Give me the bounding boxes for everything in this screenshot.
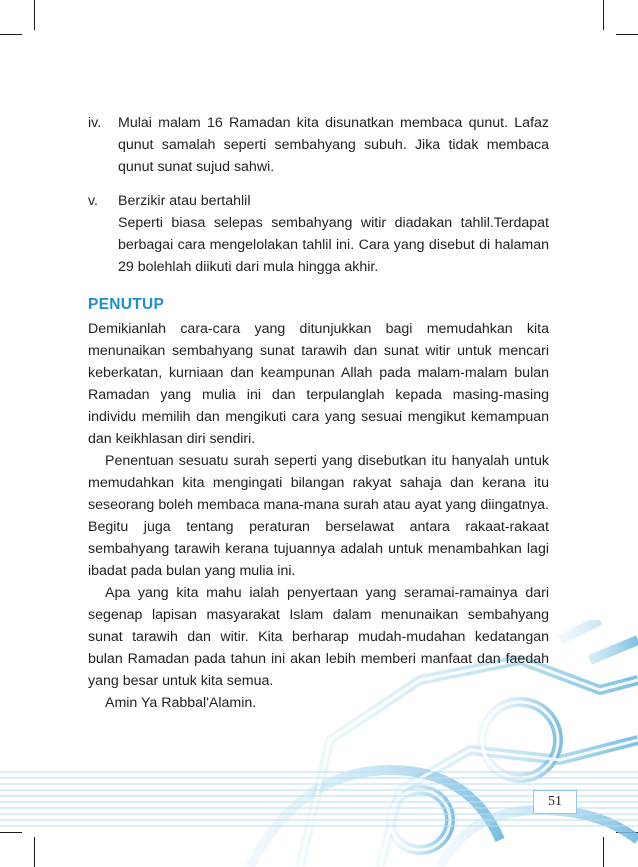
list-item bbox=[88, 112, 549, 178]
paragraph: Apa yang kita mahu ialah penyertaan yang seramai-ramainya dari segenap lapisan masyarakat Islam dalam menunaikan sembahyang sunat tarawih dan witir. Kita berharap mudah-mudahan kedatangan bulan Ramadan pada tahun ini akan lebih memberi manfaat dan faedah yang besar untuk kita semua. bbox=[88, 585, 549, 689]
list-marker: v. bbox=[88, 193, 98, 209]
list-item bbox=[88, 190, 549, 278]
crop-mark bbox=[603, 0, 604, 30]
page-content bbox=[88, 112, 549, 714]
list-marker: iv. bbox=[88, 115, 102, 131]
crop-mark bbox=[616, 34, 638, 35]
paragraph: Penentuan sesuatu surah seperti yang disebutkan itu hanyalah untuk memudahkan kita mengingati bilangan rakyat sahaja dan kerana itu seseorang boleh membaca mana-mana surah atau ayat yang diingatnya. Begitu juga tentang peraturan berselawat antara rakaat-rakaat sembahyang tarawih kerana tujuannya adalah untuk menambahkan lagi ibadat pada bulan yang mulia ini. bbox=[88, 453, 549, 579]
page-number: 51 bbox=[533, 790, 577, 814]
list-item-text: Seperti biasa selepas sembahyang witir diadakan tahlil.Terdapat berbagai cara mengelolakan tahlil ini. Cara yang disebut di halaman 29 bolehlah diikuti dari mula hingga akhir. bbox=[118, 215, 549, 275]
closing-line: Amin Ya Rabbal'Alamin. bbox=[105, 695, 257, 711]
crop-mark bbox=[0, 34, 22, 35]
list-item-text: Mulai malam 16 Ramadan kita disunatkan membaca qunut. Lafaz qunut samalah seperti sembahyang subuh. Jika tidak membaca qunut sunat sujud sahwi. bbox=[118, 115, 549, 175]
crop-mark bbox=[34, 0, 35, 30]
section-heading: PENUTUP bbox=[88, 296, 165, 313]
list-item-title: Berzikir atau bertahlil bbox=[118, 193, 251, 209]
paragraph: Demikianlah cara-cara yang ditunjukkan bagi memudahkan kita menunaikan sembahyang sunat tarawih dan sunat witir untuk mencari keberkatan, kurniaan dan keampunan Allah pada malam-malam bulan Ramadan yang mulia ini dan terpulanglah kepada masing-masing individu memilih dan mengikuti cara yang sesuai mengikut kemampuan dan keikhlasan diri sendiri. bbox=[88, 321, 549, 447]
